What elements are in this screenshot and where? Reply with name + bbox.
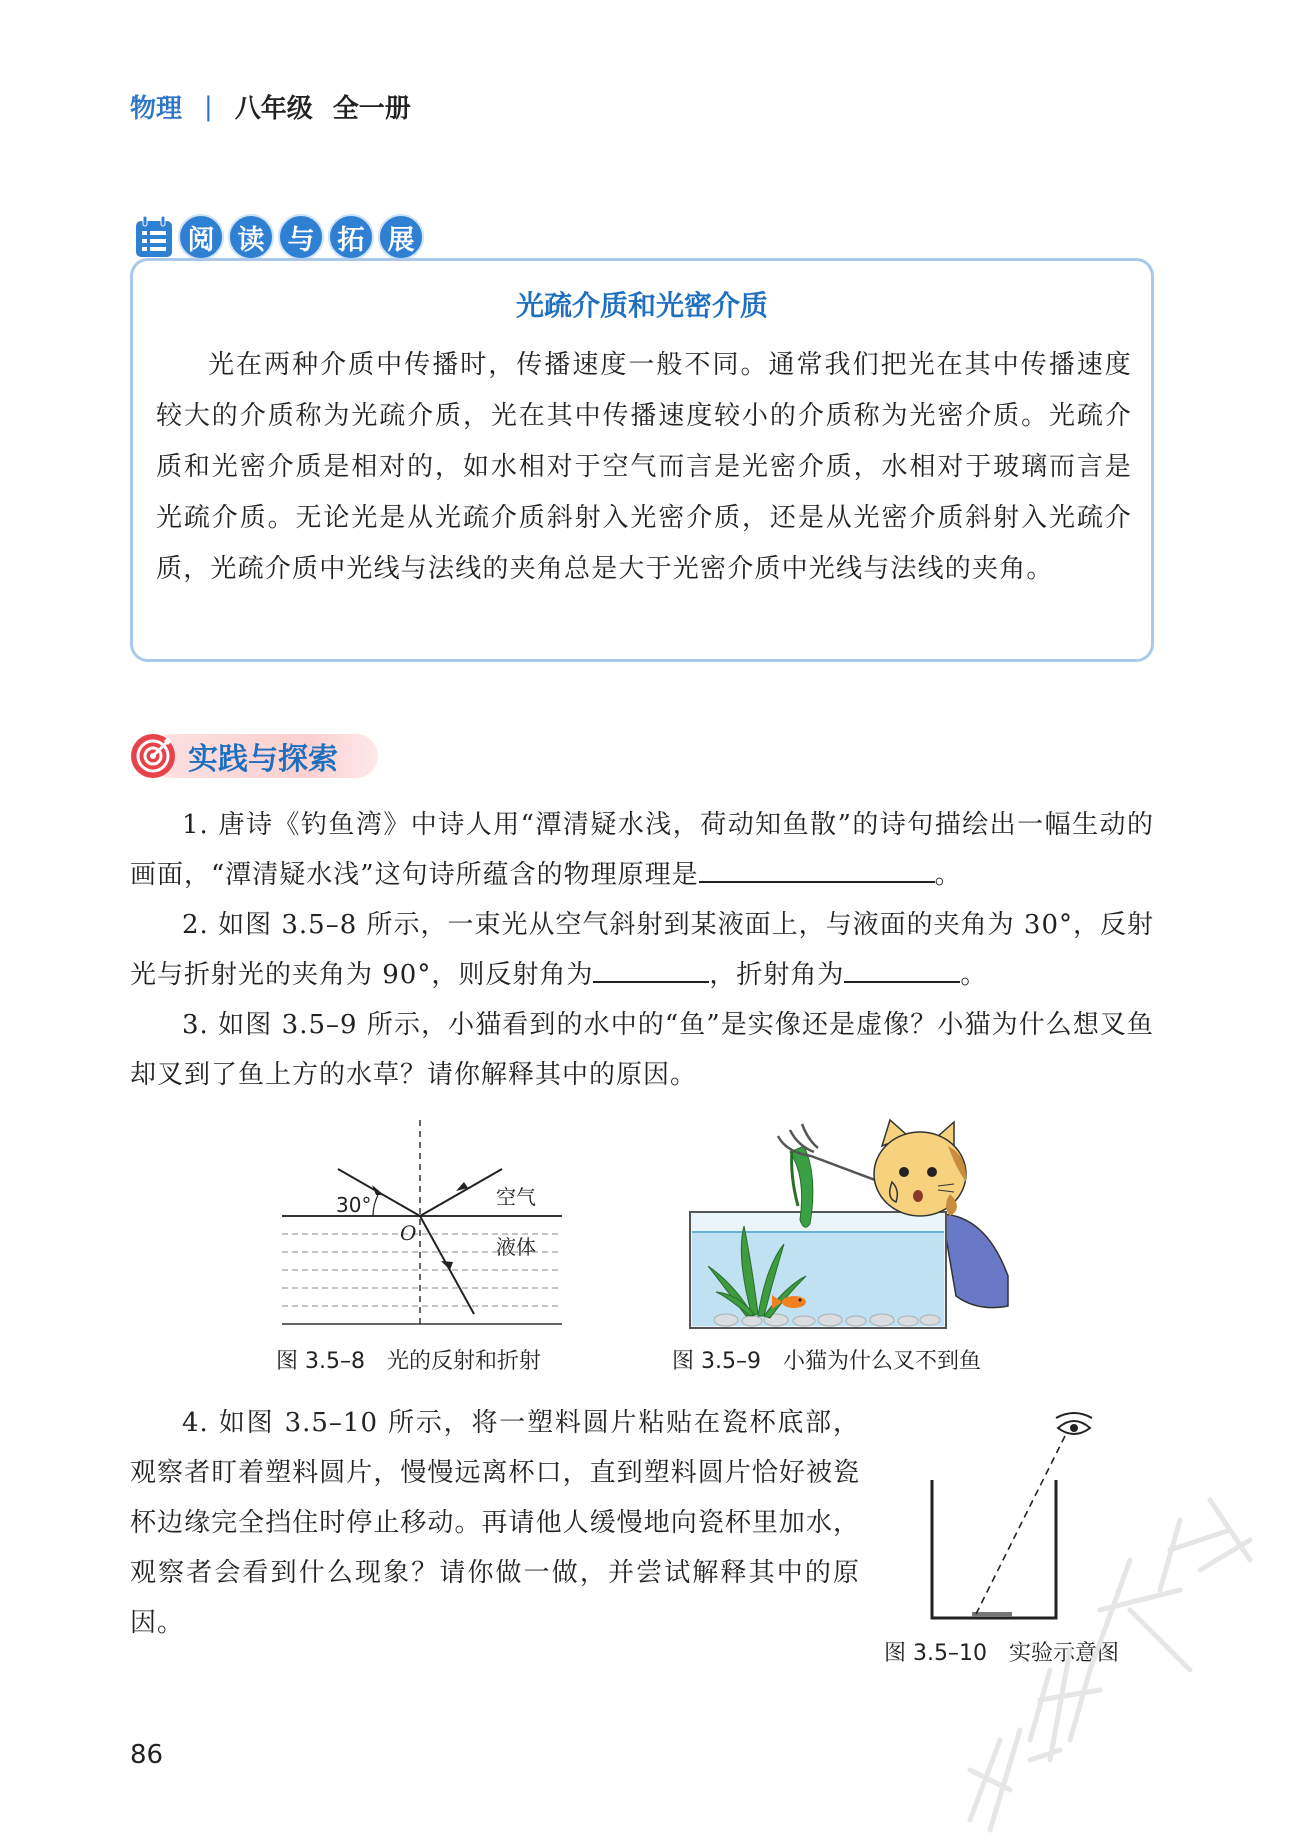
angle-arc bbox=[373, 1195, 378, 1216]
reading-title: 光疏介质和光密介质 bbox=[515, 289, 768, 322]
figure-3-5-10-caption: 图 3.5–10 实验示意图 bbox=[884, 1641, 1119, 1666]
air-label: 空气 bbox=[496, 1185, 536, 1209]
reading-body bbox=[156, 340, 1132, 595]
questions-block bbox=[130, 800, 1154, 1100]
practice-title: 实践与探索 bbox=[188, 742, 338, 777]
refracted-arrow bbox=[441, 1261, 453, 1270]
banner-char-5: 展 bbox=[378, 214, 424, 260]
practice-banner bbox=[130, 730, 390, 782]
question-1-text: 1. 唐诗《钓鱼湾》中诗人用“潭清疑水浅，荷动知鱼散”的诗句描绘出一幅生动的画面，“潭清疑水浅”这句诗所蕴含的物理原理是 bbox=[130, 810, 1154, 890]
figure-3-5-8-caption: 图 3.5–8 光的反射和折射 bbox=[276, 1349, 541, 1374]
page-number: 86 bbox=[130, 1740, 164, 1770]
header-separator: | bbox=[204, 91, 213, 122]
question-2-text: 2. 如图 3.5–8 所示，一束光从空气斜射到某液面上，与液面的夹角为 30°，反射光与折射光的夹角为 90°，则反射角为 bbox=[130, 910, 1154, 990]
header-grade: 八年级 bbox=[234, 94, 313, 124]
reflected-ray bbox=[420, 1169, 502, 1216]
tank-water bbox=[692, 1232, 944, 1326]
question-2-end: 。 bbox=[960, 960, 988, 990]
angle-label: 30° bbox=[336, 1193, 372, 1217]
question-2 bbox=[130, 900, 1154, 1000]
question-4-block bbox=[130, 1398, 860, 1648]
answer-blank-q1[interactable] bbox=[699, 851, 935, 883]
eye-icon bbox=[1056, 1413, 1092, 1434]
point-o-label: O bbox=[400, 1221, 417, 1245]
calendar-icon bbox=[134, 215, 174, 259]
banner-char-3: 与 bbox=[278, 214, 324, 260]
cat bbox=[874, 1120, 966, 1216]
publisher-watermark bbox=[930, 1440, 1270, 1840]
banner-char-1: 阅 bbox=[178, 214, 224, 260]
question-3: 3. 如图 3.5–9 所示，小猫看到的水中的“鱼”是实像还是虚像？小猫为什么想叉鱼却叉到了鱼上方的水草？请你解释其中的原因。 bbox=[130, 1010, 1154, 1090]
running-header bbox=[130, 88, 411, 125]
figure-cat-fishing bbox=[686, 1116, 1016, 1332]
answer-blank-reflection-angle[interactable] bbox=[593, 951, 709, 983]
banner-char-4: 拓 bbox=[328, 214, 374, 260]
question-4: 4. 如图 3.5–10 所示，将一塑料圆片粘贴在瓷杯底部，观察者盯着塑料圆片，慢慢远离杯口，直到塑料圆片恰好被瓷杯边缘完全挡住时停止移动。再请他人缓慢地向瓷杯里加水，观察者会看到什么现象？请你做一做，并尝试解释其中的原因。 bbox=[130, 1408, 860, 1638]
question-2-mid: ，折射角为 bbox=[709, 960, 845, 990]
liquid-label: 液体 bbox=[496, 1235, 536, 1259]
target-icon bbox=[130, 733, 176, 779]
question-1-end: 。 bbox=[934, 860, 962, 890]
reading-banner bbox=[134, 212, 424, 262]
reading-paragraph: 光在两种介质中传播时，传播速度一般不同。通常我们把光在其中传播速度较大的介质称为光疏介质，光在其中传播速度较小的介质称为光密介质。光疏介质和光密介质是相对的，如水相对于空气而言是光密介质，水相对于玻璃而言是光疏介质。无论光是从光疏介质斜射入光密介质，还是从光密介质斜射入光疏介质，光疏介质中光线与法线的夹角总是大于光密介质中光线与法线的夹角。 bbox=[156, 350, 1132, 584]
answer-blank-refraction-angle[interactable] bbox=[844, 951, 960, 983]
cat-sleeve bbox=[942, 1214, 1008, 1308]
question-1 bbox=[130, 800, 1154, 900]
header-subject: 物理 bbox=[130, 94, 183, 124]
banner-char-2: 读 bbox=[228, 214, 274, 260]
figure-reflection-refraction bbox=[278, 1120, 566, 1330]
figure-3-5-9-caption: 图 3.5–9 小猫为什么叉不到鱼 bbox=[672, 1349, 981, 1374]
header-volume: 全一册 bbox=[332, 94, 411, 124]
